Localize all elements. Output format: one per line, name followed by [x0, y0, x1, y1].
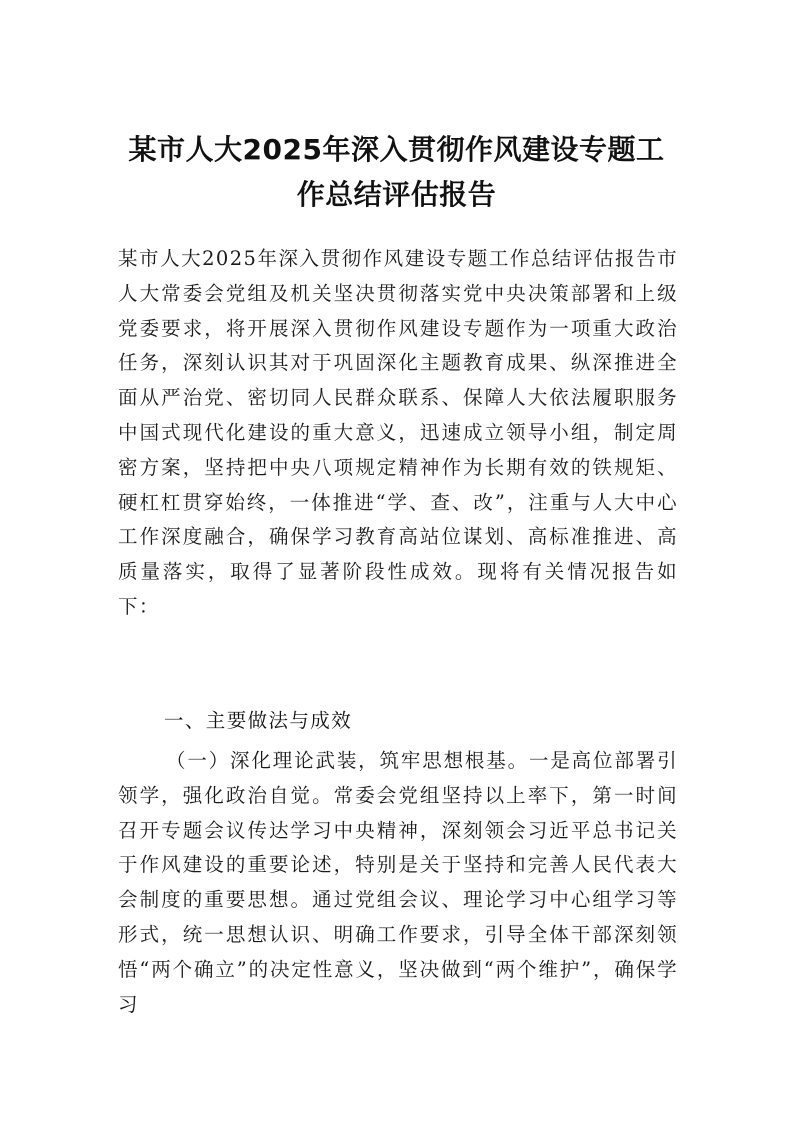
body-paragraph: （一）深化理论武装，筑牢思想根基。一是高位部署引领学，强化政治自觉。常委会党组坚持以上率下，第一时间召开专题会议传达学习中央精神，深刻领会习近平总书记关于作风建设的重要论述，特别是关于坚持和完善人民代表大会制度的重要思想。通过党组会议、理论学习中心组学习等形式，统一思想认识、明确工作要求，引导全体干部深刻领悟“两个确立”的决定性意义，坚决做到“两个维护”，确保学习: [118, 749, 678, 1016]
section-heading: 一、主要做法与成效: [164, 709, 353, 732]
document-title-line-2: 作总结评估报告: [296, 178, 497, 211]
intro-paragraph: 某市人大2025年深入贯彻作风建设专题工作总结评估报告市人大常委会党组及机关坚决贯彻落实党中央决策部署和上级党委要求，将开展深入贯彻作风建设专题作为一项重大政治任务，深刻认识其对于巩固深化主题教育成果、纵深推进全面从严治党、密切同人民群众联系、保障人大依法履职服务中国式现代化建设的重大意义，迅速成立领导小组，制定周密方案，坚持把中央八项规定精神作为长期有效的铁规矩、硬杠杠贯穿始终，一体推进“学、查、改”，注重与人大中心工作深度融合，确保学习教育高站位谋划、高标准推进、高质量落实，取得了显著阶段性成效。现将有关情况报告如下：: [118, 247, 678, 618]
document-title-line-1: 某市人大2025年深入贯彻作风建设专题工: [128, 133, 665, 166]
